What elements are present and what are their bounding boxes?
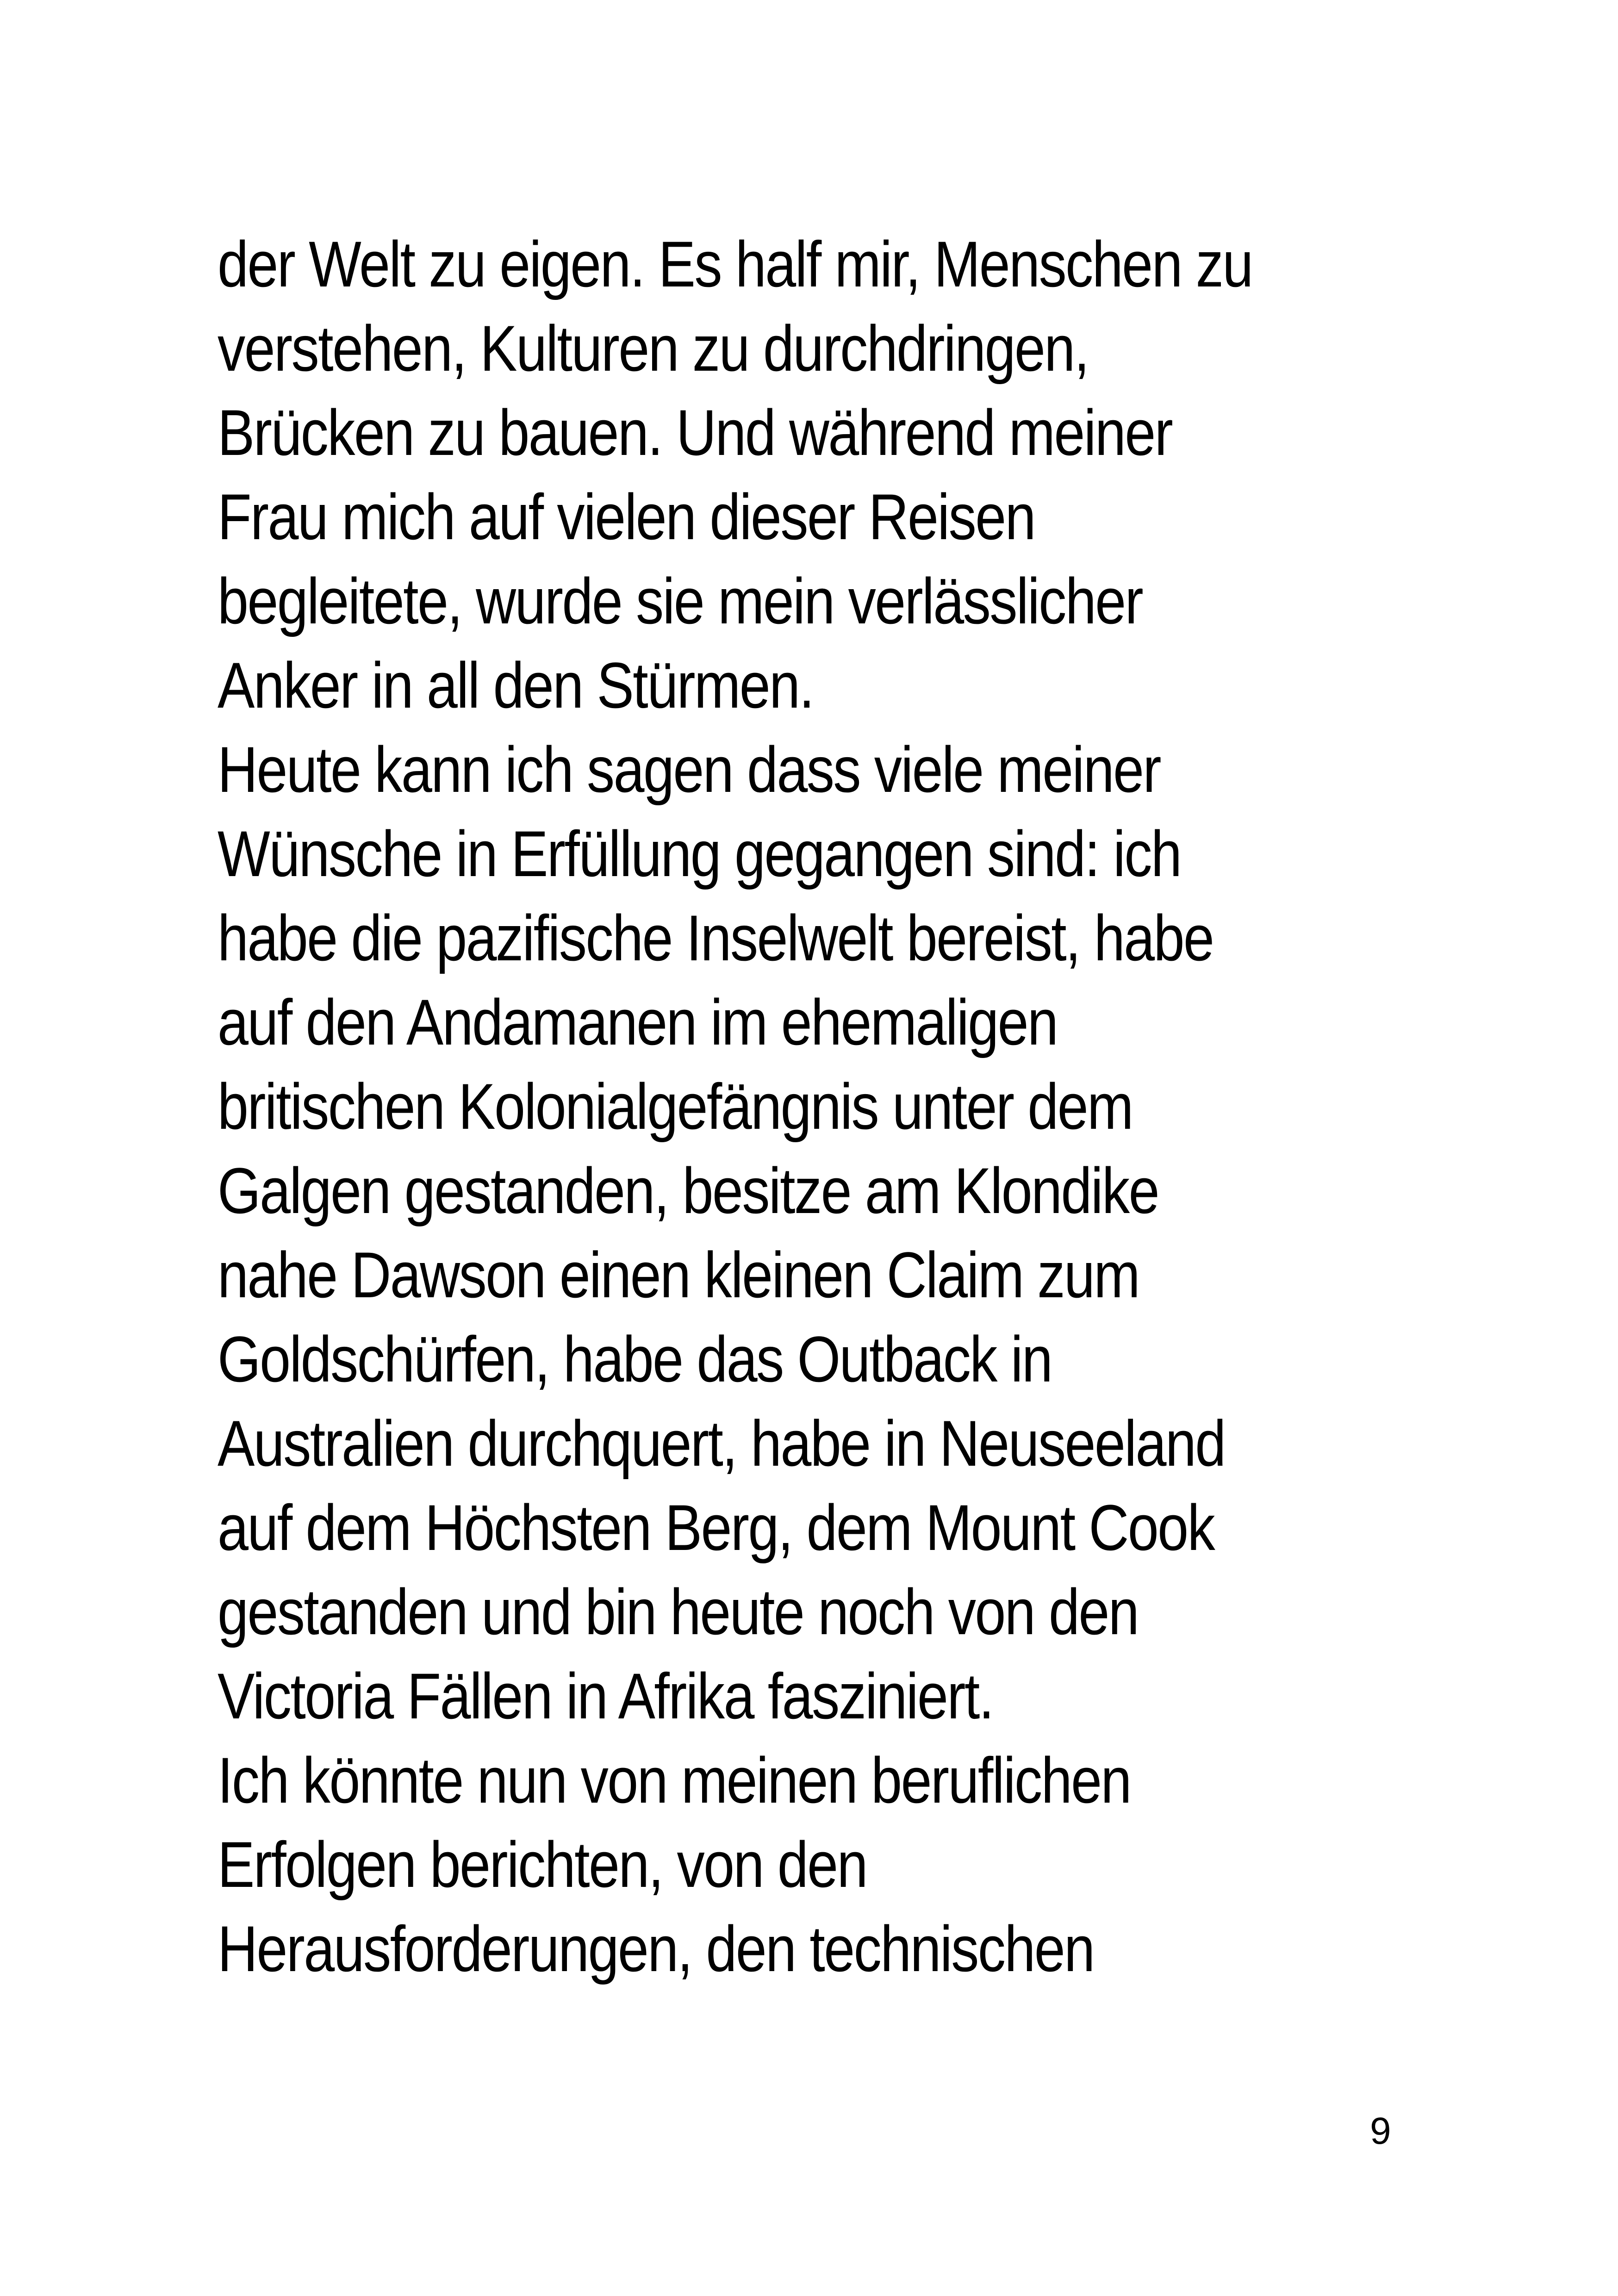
text-line-1: der Welt zu eigen. Es half mir, Menschen zu xyxy=(218,228,1252,300)
text-line-4: Frau mich auf vielen dieser Reisen xyxy=(218,480,1035,553)
text-line-15: Australien durchquert, habe in Neuseeland xyxy=(218,1407,1225,1480)
page-number: 9 xyxy=(1370,2110,1391,2152)
text-line-9: habe die pazifische Inselwelt bereist, habe xyxy=(218,902,1214,974)
text-line-20: Erfolgen berichten, von den xyxy=(218,1828,867,1901)
text-line-13: nahe Dawson einen kleinen Claim zum xyxy=(218,1238,1139,1311)
text-line-6: Anker in all den Stürmen. xyxy=(218,649,814,722)
text-line-11: britischen Kolonialgefängnis unter dem xyxy=(218,1070,1133,1143)
text-line-16: auf dem Höchsten Berg, dem Mount Cook xyxy=(218,1491,1214,1564)
text-line-2: verstehen, Kulturen zu durchdringen, xyxy=(218,312,1089,385)
text-line-21: Herausforderungen, den technischen xyxy=(218,1912,1094,1985)
text-line-17: gestanden und bin heute noch von den xyxy=(218,1575,1139,1648)
text-line-8: Wünsche in Erfüllung gegangen sind: ich xyxy=(218,817,1181,890)
text-line-12: Galgen gestanden, besitze am Klondike xyxy=(218,1154,1158,1227)
text-line-10: auf den Andamanen im ehemaligen xyxy=(218,986,1058,1058)
text-line-18: Victoria Fällen in Afrika fasziniert. xyxy=(218,1660,993,1732)
text-line-19: Ich könnte nun von meinen beruflichen xyxy=(218,1744,1131,1817)
text-line-7: Heute kann ich sagen dass viele meiner xyxy=(218,733,1160,806)
body-text xyxy=(218,222,1467,1991)
text-line-5: begleitete, wurde sie mein verlässlicher xyxy=(218,565,1143,637)
text-line-14: Goldschürfen, habe das Outback in xyxy=(218,1323,1052,1395)
text-line-3: Brücken zu bauen. Und während meiner xyxy=(218,396,1172,469)
